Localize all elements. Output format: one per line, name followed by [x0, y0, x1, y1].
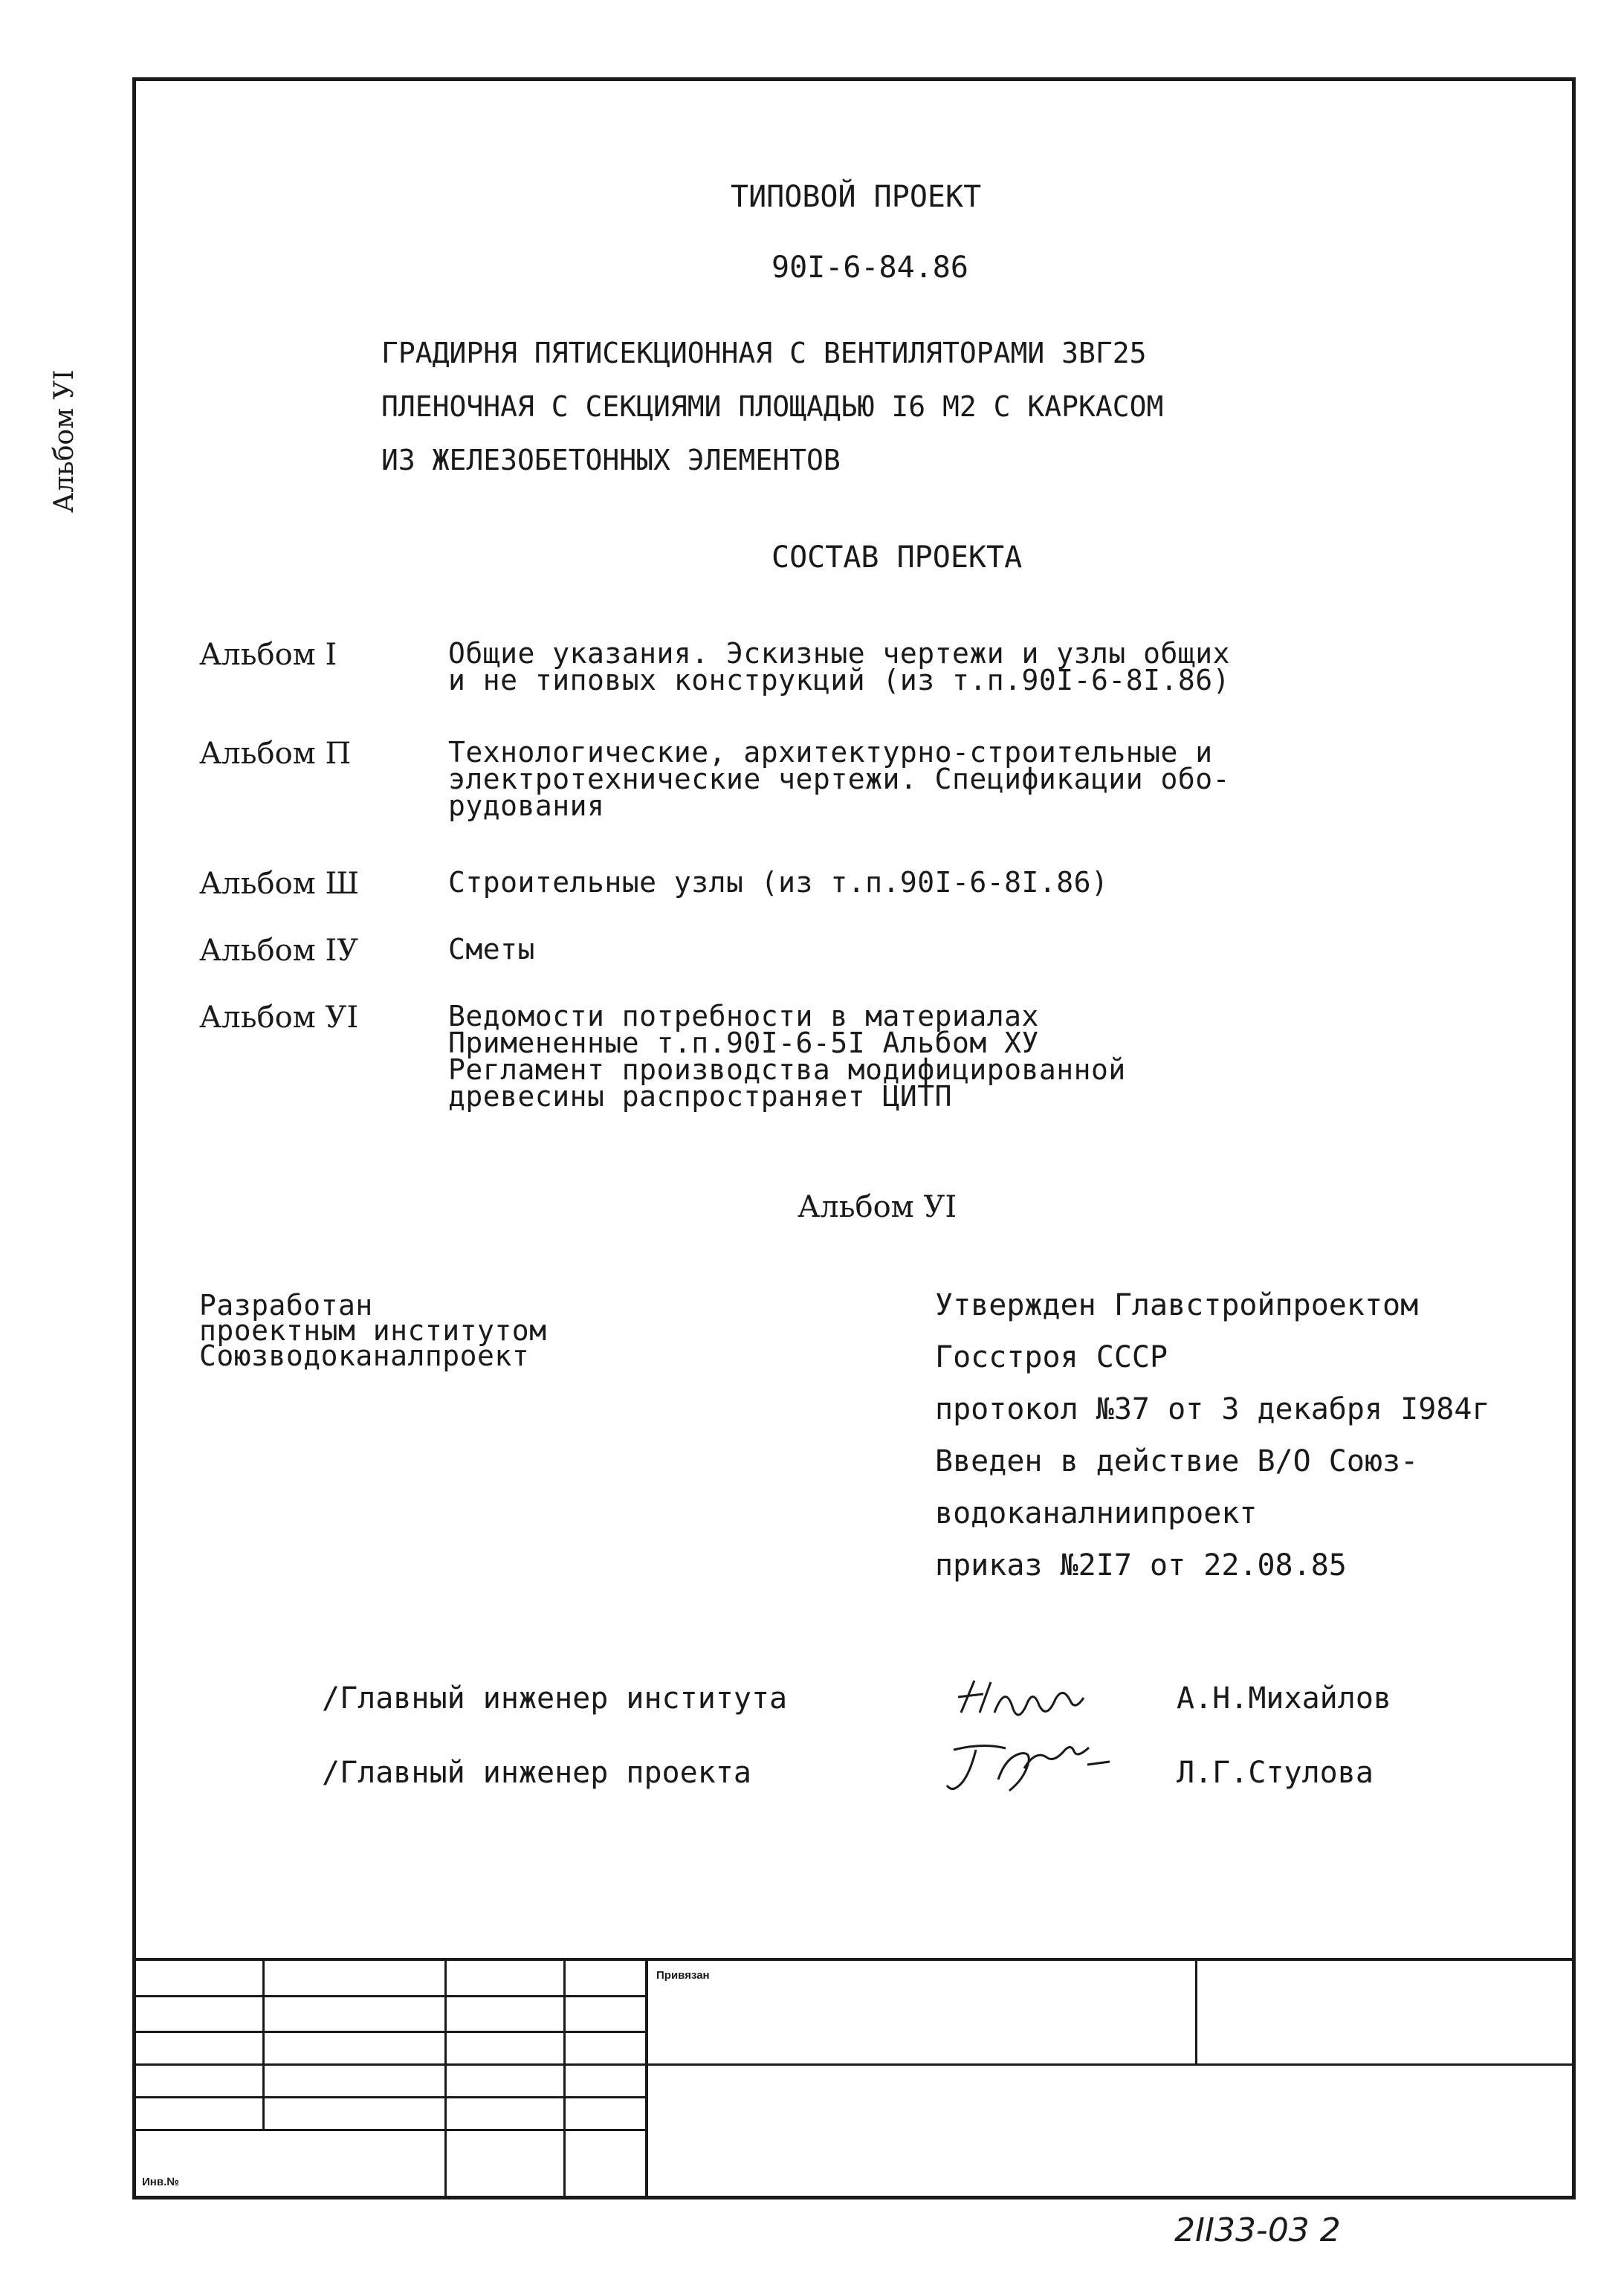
handwritten-signature-2 [939, 1735, 1132, 1802]
approved-line-6: приказ №2I7 от 22.08.85 [935, 1548, 1347, 1583]
title-line-3: ИЗ ЖЕЛЕЗОБЕТОННЫХ ЭЛЕМЕНТОВ [381, 444, 841, 476]
developed-line-2: проектным институтом [199, 1314, 547, 1347]
signature-role-1: /Главный инженер института [322, 1681, 788, 1716]
title-line-1: ГРАДИРНЯ ПЯТИСЕКЦИОННАЯ С ВЕНТИЛЯТОРАМИ 3ВГ25 [381, 337, 1147, 369]
album-2-label: Альбом П [199, 737, 352, 771]
stamp-applied-label: Привязан [656, 1969, 710, 1982]
current-album: Альбом УI [798, 1190, 957, 1224]
album-5-line-4: древесины распространяет ЦИТП [448, 1080, 952, 1113]
album-5-line-3: Регламент производства модифицированной [448, 1053, 1126, 1086]
stamp-inv-label: Инв.№ [142, 2176, 179, 2188]
album-5-line-1: Ведомости потребности в материалах [448, 1000, 1039, 1032]
stamp-col-line [1195, 1958, 1197, 2063]
signature-name-2: Л.Г.Стулова [1177, 1756, 1374, 1790]
stamp-col-line [645, 1958, 648, 2196]
approved-line-1: Утвержден Главстройпроектом [935, 1288, 1419, 1322]
album-2-line-2: электротехнические чертежи. Спецификации обо- [448, 763, 1231, 795]
stamp-row-line [136, 2129, 645, 2131]
document-frame [132, 77, 1576, 2199]
approved-line-2: Госстроя СССР [935, 1340, 1168, 1374]
stamp-col-line [262, 1958, 265, 2129]
stamp-row-line [136, 2063, 1572, 2066]
album-5-label: Альбом УI [199, 1001, 359, 1035]
handwritten-signature-1 [954, 1672, 1125, 1724]
stamp-col-line [444, 1958, 447, 2196]
title-line-2: ПЛЕНОЧНАЯ С СЕКЦИЯМИ ПЛОЩАДЬЮ I6 М2 С КАРКАСОМ [381, 390, 1164, 423]
bottom-document-number: 2II33-03 2 [1174, 2211, 1341, 2249]
developed-line-3: Союзводоканалпроект [199, 1339, 530, 1372]
signature-role-2: /Главный инженер проекта [322, 1756, 751, 1790]
approved-line-5: водоканалниипроект [935, 1496, 1258, 1531]
stamp-col-line [563, 1958, 566, 2196]
album-2-line-1: Технологические, архитектурно-строительные и [448, 736, 1213, 769]
album-1-line-2: и не типовых конструкций (из т.п.90I-6-8I.86) [448, 664, 1231, 696]
approved-line-4: Введен в действие В/О Союз- [935, 1444, 1419, 1478]
album-3-line-1: Строительные узлы (из т.п.90I-6-8I.86) [448, 866, 1109, 899]
approved-line-3: протокол №37 от 3 декабря I984г [935, 1392, 1490, 1426]
composition-heading: СОСТАВ ПРОЕКТА [771, 540, 1023, 575]
stamp-row-line [136, 1995, 645, 1997]
album-3-label: Альбом Ш [199, 867, 360, 901]
stamp-top-border [136, 1958, 1572, 1961]
album-4-label: Альбом IУ [199, 934, 359, 968]
stamp-row-line [136, 2096, 645, 2098]
album-1-label: Альбом I [199, 638, 337, 672]
developed-line-1: Разработан [199, 1289, 373, 1322]
album-2-line-3: рудования [448, 789, 605, 822]
side-album-label: Альбом УI [49, 369, 80, 513]
project-number: 90I-6-84.86 [771, 250, 968, 285]
album-1-line-1: Общие указания. Эскизные чертежи и узлы общих [448, 637, 1231, 670]
stamp-row-line [136, 2031, 645, 2033]
album-5-line-2: Примененные т.п.90I-6-5I Альбом ХУ [448, 1027, 1039, 1059]
project-type-heading: ТИПОВОЙ ПРОЕКТ [731, 180, 982, 214]
signature-name-1: А.Н.Михайлов [1177, 1681, 1391, 1716]
album-4-line-1: Сметы [448, 933, 535, 966]
